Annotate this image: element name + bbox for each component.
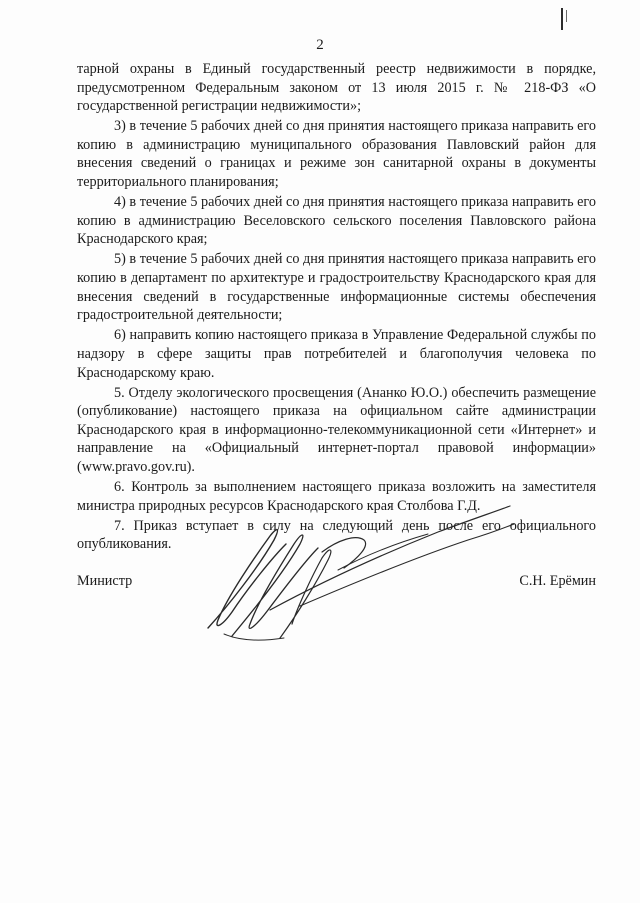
- paragraph-item-3: 3) в течение 5 рабочих дней со дня принятия настоящего приказа направить его копию в администрацию муниципального образования Павловский район для внесения сведений о границах и режиме зон санитарной охраны в документы территориального планирования;: [77, 118, 596, 191]
- handwritten-signature: [188, 488, 518, 648]
- scan-margin-mark: [561, 8, 563, 30]
- page-number: 2: [316, 37, 324, 53]
- paragraph-item-4: 4) в течение 5 рабочих дней со дня принятия настоящего приказа направить его копию в администрацию Веселовского сельского поселения Павловского района Краснодарского края;: [77, 194, 596, 248]
- signature-stroke-loop-2: [232, 535, 318, 636]
- paragraph-item-5: 5) в течение 5 рабочих дней со дня принятия настоящего приказа направить его копию в департамент по архитектуре и градостроительству Краснодарского края для внесения сведений в государственные информационные системы обеспечения градостроительной деятельности;: [77, 251, 596, 324]
- signature-stroke-sweep-1: [270, 506, 510, 610]
- paragraph-clause-5: 5. Отделу экологического просвещения (Ананко Ю.О.) обеспечить размещение (опубликование) настоящего приказа на официальном сайте администрации Краснодарского края в информационно-телекоммуникационной сети «Интернет» и направление на «Официальный интернет-портал правовой информации» (www.pravo.gov.ru).: [77, 384, 596, 475]
- order-body-text: [77, 60, 596, 554]
- paragraph-item-6: 6) направить копию настоящего приказа в Управление Федеральной службы по надзору в сфере защиты прав потребителей и благополучия человека по Краснодарскому краю.: [77, 327, 596, 381]
- scan-margin-mark-secondary: [566, 10, 567, 22]
- signer-name: С.Н. Ерёмин: [519, 573, 596, 589]
- signature-stroke-hook: [322, 538, 366, 568]
- signature-stroke-loop-1: [208, 530, 286, 628]
- signature-stroke-sweep-2: [300, 524, 514, 606]
- paragraph-clause-7: 7. Приказ вступает в силу на следующий день после его официального опубликования.: [77, 517, 596, 553]
- signature-stroke-sweep-3: [338, 534, 428, 570]
- signer-position: Министр: [77, 573, 133, 589]
- paragraph-clause-6: 6. Контроль за выполнением настоящего приказа возложить на заместителя министра природных ресурсов Краснодарского края Столбова Г.Д.: [77, 479, 596, 514]
- paragraph-continuation: тарной охраны в Единый государственный реестр недвижимости в порядке, предусмотренном Федеральным законом от 13 июля 2015 г. № 218-ФЗ «О государственной регистрации недвижимости»;: [77, 61, 596, 115]
